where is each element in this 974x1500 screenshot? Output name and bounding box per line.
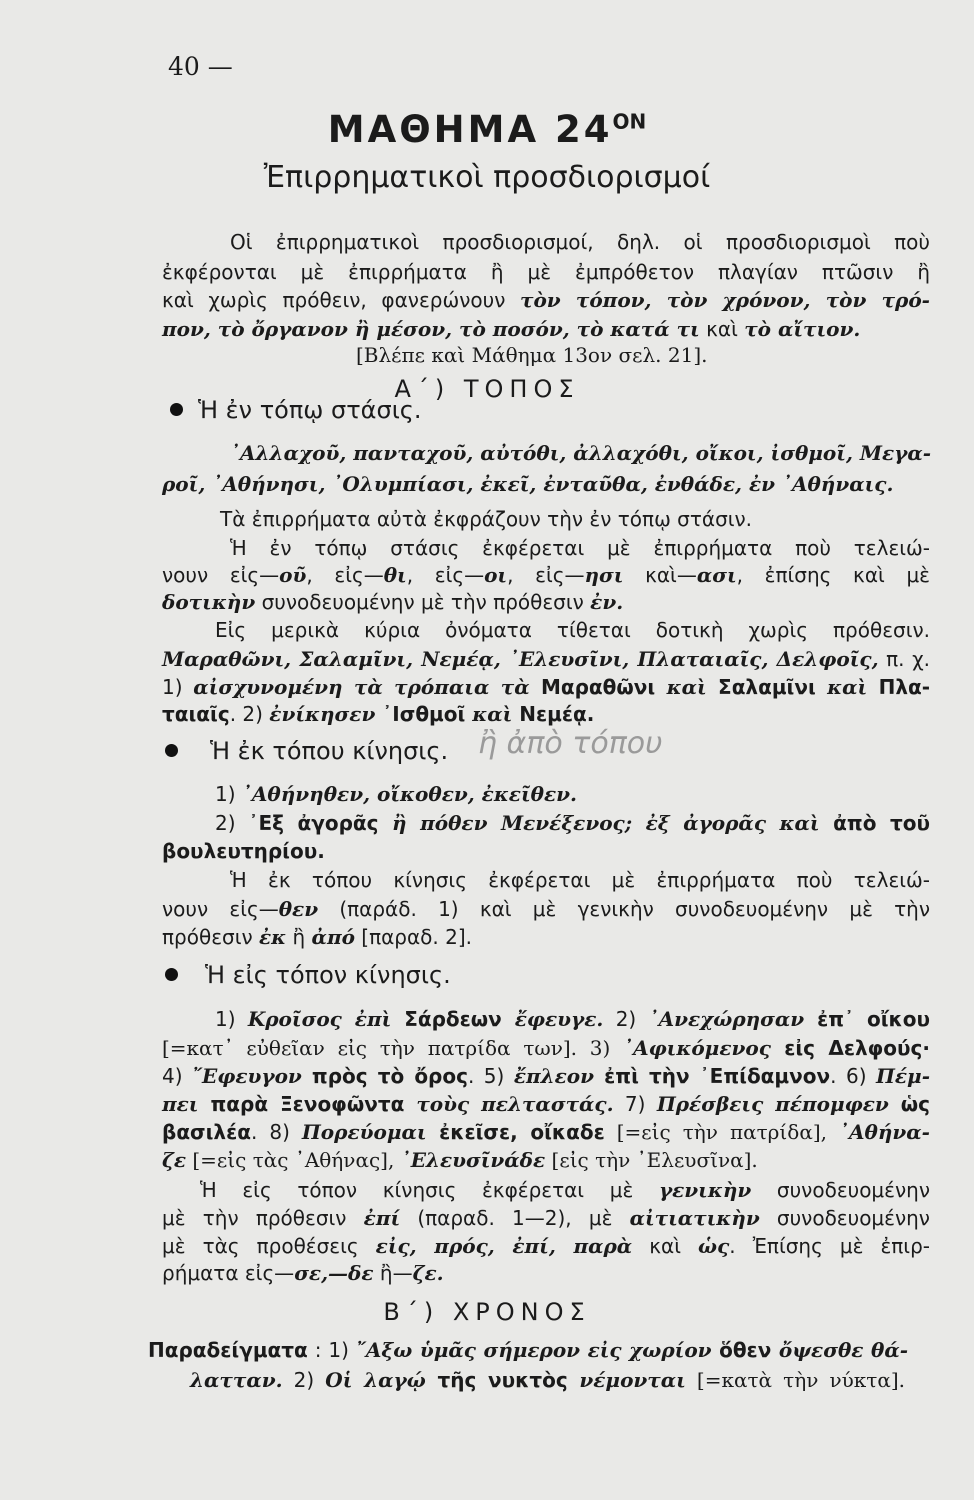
paragraph-4-line-3: πρόθεσιν ἐκ ἢ ἀπό [παραδ. 2].	[162, 925, 473, 949]
lesson-subtitle: Ἐπιρρηματικοὶ προσδιορισμοί	[263, 160, 711, 195]
paragraph-5-line-2: μὲ τὴν πρόθεσιν ἐπί (παραδ. 1—2), μὲ αἰτιατικὴν συνοδευομένην	[162, 1206, 930, 1230]
paragraph-2-line-3: δοτικὴν συνοδευομένην μὲ τὴν πρόθεσιν ἐν.	[162, 590, 624, 614]
paragraph-4-line-1: Ἡ ἐκ τόπου κίνησις ἐκφέρεται μὲ ἐπιρρήματα ποὺ τελειώ-	[230, 868, 930, 892]
intro-line-1: Οἱ ἐπιρρηματικοὶ προσδιορισμοί, δηλ. οἱ προσδιορισμοὶ ποὺ	[230, 230, 930, 254]
intro-line-2: ἐκφέρονται μὲ ἐπιρρήματα ἢ μὲ ἐμπρόθετον πλαγίαν πτῶσιν ἢ	[162, 260, 930, 284]
paragraph-2-line-1: Ἡ ἐν τόπῳ στάσις ἐκφέρεται μὲ ἐπιρρήματα ποὺ τελειώ-	[230, 536, 930, 560]
intro-reference: [Βλέπε καὶ Μάθημα 13ον σελ. 21].	[356, 343, 708, 367]
bullet-icon	[165, 968, 178, 981]
lesson-title-text: ΜΑΘΗΜΑ 24	[327, 108, 613, 151]
paragraph-3-line-3: 1) αἰσχυνομένη τὰ τρόπαια τὰ Μαραθῶνι καὶ Σαλαμῖνι καὶ Πλα-	[162, 675, 931, 699]
lesson-title	[0, 108, 974, 151]
example-2-line-2: 2) ᾿Εξ ἀγορᾶς ἢ πόθεν Μενέξενος; ἐξ ἀγορᾶς καὶ ἀπὸ τοῦ	[215, 811, 930, 835]
paragraph-5-line-4: ρήματα εἰς—σε,—δε ἢ—ζε.	[162, 1261, 444, 1285]
examples-line-1: Παραδείγματα : 1) ῎Αξω ὑμᾶς σήμερον εἰς χωρίον ὅθεν ὄψεσθε θά-	[148, 1338, 909, 1362]
example-2-line-1: 1) ᾿Αθήνηθεν, οἴκοθεν, ἐκεῖθεν.	[215, 782, 577, 806]
example-1-line-2: ροῖ, ᾿Αθήνησι, ᾿Ολυμπίασι, ἐκεῖ, ἐνταῦθα, ἐνθάδε, ἐν ᾿Αθήναις.	[162, 472, 894, 496]
bullet-icon	[165, 744, 178, 757]
paragraph-3-line-4: ταιαῖς. 2) ἐνίκησεν ᾿Ισθμοῖ καὶ Νεμέᾳ.	[162, 702, 595, 726]
paragraph-3-line-2: Μαραθῶνι, Σαλαμῖνι, Νεμέᾳ, ᾿Ελευσῖνι, Πλαταιαῖς, Δελφοῖς, π. χ.	[162, 647, 930, 671]
intro-line-4: πον, τὸ ὄργανον ἢ μέσον, τὸ ποσόν, τὸ κατά τι καὶ τὸ αἴτιον.	[162, 317, 861, 341]
paragraph-3-line-1: Εἰς μερικὰ κύρια ὀνόματα τίθεται δοτικὴ χωρὶς πρόθεσιν.	[215, 618, 930, 642]
section-a-heading: Α΄) ΤΟΠΟΣ	[394, 375, 580, 403]
page-number: 40 —	[168, 52, 233, 81]
subheading-static-place: Ἡ ἐν τόπῳ στάσις.	[198, 396, 422, 424]
paragraph-2-line-2: νουν εἰς—οῦ, εἰς—θι, εἰς—οι, εἰς—ησι καὶ—ασι, ἐπίσης καὶ μὲ	[162, 563, 930, 587]
bullet-icon	[170, 403, 183, 416]
intro-line-3: καὶ χωρὶς πρόθειν, φανερώνουν τὸν τόπον, τὸν χρόνον, τὸν τρό-	[162, 288, 930, 312]
handwritten-note: ἢ ἀπὸ τόπου	[478, 726, 663, 761]
examples-label: Παραδείγματα	[148, 1338, 308, 1362]
example-3-line-5: βασιλέα. 8) Πορεύομαι ἐκεῖσε, οἴκαδε [=εἰς τὴν πατρίδα], ᾿Αθήνα-	[162, 1120, 930, 1144]
section-b-heading: Β΄) ΧΡΟΝΟΣ	[383, 1298, 591, 1326]
example-2-line-3: βουλευτηρίου.	[162, 839, 325, 863]
paragraph-5-line-1: Ἡ εἰς τόπον κίνησις ἐκφέρεται μὲ γενικὴν συνοδευομένην	[200, 1178, 930, 1202]
example-1-line-1: ᾿Αλλαχοῦ, πανταχοῦ, αὐτόθι, ἀλλαχόθι, οἴκοι, ἰσθμοῖ, Μεγα-	[230, 441, 932, 465]
example-3-line-2: [=κατ᾿ εὐθεῖαν εἰς τὴν πατρίδα των]. 3) ᾿Αφικόμενος εἰς Δελφούς·	[162, 1036, 931, 1060]
examples-line-2: λατταν. 2) Οἱ λαγῴ τῆς νυκτὸς νέμονται [=κατὰ τὴν νύκτα].	[190, 1368, 905, 1392]
example-3-line-3: 4) ῎Εφευγον πρὸς τὸ ὄρος. 5) ἔπλεον ἐπὶ τὴν ᾿Επίδαμνον. 6) Πέμ-	[162, 1064, 930, 1088]
paragraph-5-line-3: μὲ τὰς προθέσεις εἰς, πρός, ἐπί, παρὰ καὶ ὡς. Ἐπίσης μὲ ἐπιρ-	[162, 1234, 930, 1258]
paragraph-4-line-2: νουν εἰς—θεν (παράδ. 1) καὶ μὲ γενικὴν συνοδευομένην μὲ τὴν	[162, 897, 931, 921]
lesson-title-superscript: ΟΝ	[612, 109, 647, 134]
example-3-line-1: 1) Κροῖσος ἐπὶ Σάρδεων ἔφευγε. 2) ᾿Ανεχώρησαν ἐπ᾿ οἴκου	[215, 1007, 931, 1031]
paragraph-1: Τὰ ἐπιρρήματα αὐτὰ ἐκφράζουν τὴν ἐν τόπῳ στάσιν.	[220, 507, 753, 531]
example-3-line-4: πει παρὰ Ξενοφῶντα τοὺς πελταστάς. 7) Πρέσβεις πέπομφεν ὡς	[162, 1092, 930, 1116]
example-3-line-6: ζε [=εἰς τὰς ᾿Αθήνας], ᾿Ελευσῖνάδε [εἰς τὴν ᾿Ελευσῖνα].	[162, 1148, 758, 1172]
subheading-motion-to-place: Ἡ εἰς τόπον κίνησις.	[205, 961, 451, 989]
subheading-motion-from-place: Ἡ ἐκ τόπου κίνησις.	[210, 737, 449, 765]
